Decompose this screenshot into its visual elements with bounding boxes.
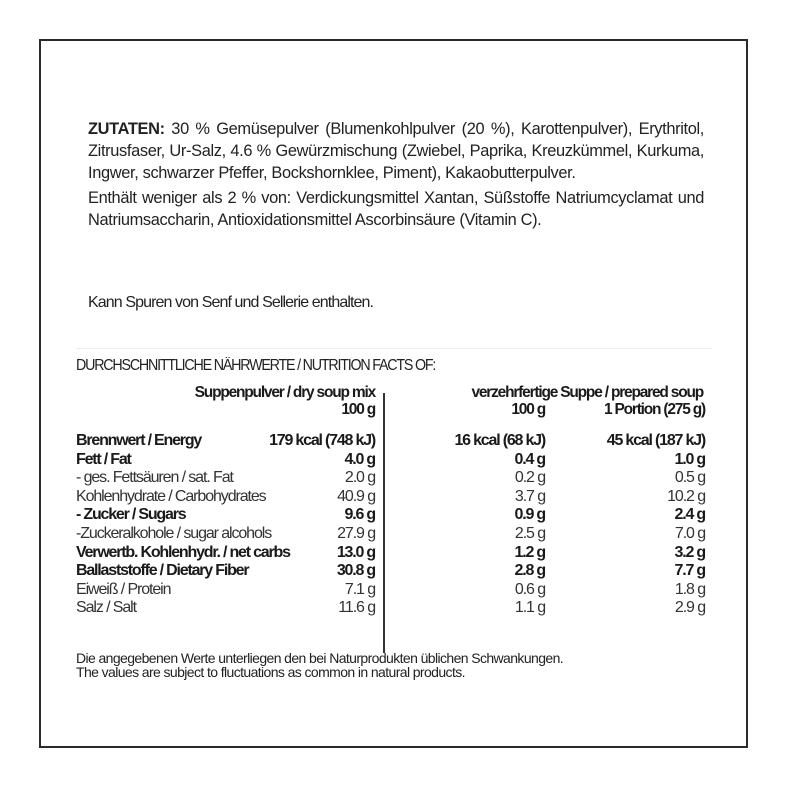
- value-prepared-100g: 1.1 g: [514, 599, 545, 617]
- section-divider: [76, 348, 712, 349]
- value-prepared-100g: 3.7 g: [514, 487, 545, 505]
- value-portion: 2.4 g: [674, 506, 705, 524]
- footnote-german: Die angegebenen Werte unterliegen den bei Naturprodukten üblichen Schwankungen.: [76, 650, 564, 666]
- table-row-carbohydrates: [76, 488, 708, 507]
- col1-subheader: 100 g: [341, 401, 375, 418]
- ingredients-block: [88, 118, 704, 231]
- table-row-fat: [76, 451, 708, 470]
- row-label: Eiweiß / Protein: [76, 580, 171, 598]
- value-prepared-100g: 2.8 g: [514, 562, 545, 580]
- value-prepared-100g: 0.2 g: [514, 469, 545, 487]
- ingredients-label: ZUTATEN:: [88, 120, 165, 138]
- table-row-energy: [76, 432, 708, 451]
- nutrition-title: DURCHSCHNITTLICHE NÄHRWERTE / NUTRITION FACTS OF:: [76, 357, 436, 374]
- value-portion: 10.2 g: [667, 487, 705, 505]
- value-portion: 0.5 g: [674, 469, 705, 487]
- footnote: [76, 651, 563, 679]
- value-dry-100g: 9.6 g: [344, 506, 375, 524]
- value-portion: 45 kcal (187 kJ): [606, 432, 705, 449]
- value-portion: 1.0 g: [674, 450, 705, 468]
- value-dry-100g: 30.8 g: [336, 562, 375, 580]
- nutrition-table: [76, 432, 708, 618]
- value-portion: 7.7 g: [674, 562, 705, 580]
- value-dry-100g: 2.0 g: [344, 469, 375, 487]
- table-row-dietary-fiber: [76, 562, 708, 581]
- ingredients-list: [88, 118, 704, 184]
- row-label: Ballaststoffe / Dietary Fiber: [76, 562, 249, 580]
- value-prepared-100g: 0.4 g: [514, 450, 545, 468]
- value-dry-100g: 179 kcal (748 kJ): [269, 432, 375, 449]
- row-label: - Zucker / Sugars: [76, 506, 186, 524]
- col2-subheader: 100 g: [511, 401, 545, 418]
- value-portion: 3.2 g: [674, 543, 705, 561]
- value-prepared-100g: 0.9 g: [514, 506, 545, 524]
- value-prepared-100g: 1.2 g: [514, 543, 545, 561]
- value-portion: 2.9 g: [674, 599, 705, 617]
- value-portion: 7.0 g: [674, 524, 705, 542]
- table-row-sugar-alcohols: [76, 525, 708, 544]
- value-dry-100g: 7.1 g: [344, 580, 375, 598]
- footnote-english: The values are subject to fluctuations as common in natural products.: [76, 664, 465, 680]
- ingredients-text: 30 % Gemüsepulver (Blumenkohlpulver (20 %), Karottenpulver), Erythritol, Zitrusfaser, Ur-Salz, 4.6 % Gewürzmischung (Zwiebel, Paprika, Kreuzkümmel, Kurkuma, Ingwer, schwarzer Pfeffer, Bockshornklee, Piment), Kakaobutterpulver.: [88, 120, 704, 182]
- value-dry-100g: 27.9 g: [337, 524, 375, 542]
- table-row-protein: [76, 581, 708, 600]
- row-label: Verwertb. Kohlenhydr. / net carbs: [76, 543, 290, 561]
- table-row-net-carbs: [76, 544, 708, 563]
- col3-subheader: 1 Portion (275 g): [603, 401, 705, 418]
- value-dry-100g: 4.0 g: [344, 450, 375, 468]
- col1-header: Suppenpulver / dry soup mix: [194, 384, 375, 401]
- col23-header: verzehrfertige Suppe / prepared soup: [471, 384, 703, 401]
- allergen-notice: Kann Spuren von Senf und Sellerie enthalten.: [88, 294, 374, 311]
- minor-ingredients: Enthält weniger als 2 % von: Verdickungsmittel Xantan, Süßstoffe Natriumcyclamat und Natriumsaccharin, Antioxidationsmittel Ascorbinsäure (Vitamin C).: [88, 189, 704, 229]
- table-row-salt: [76, 599, 708, 618]
- row-label: Kohlenhydrate / Carbohydrates: [76, 487, 266, 505]
- value-dry-100g: 13.0 g: [336, 543, 375, 561]
- value-dry-100g: 11.6 g: [338, 599, 375, 617]
- value-prepared-100g: 16 kcal (68 kJ): [454, 432, 545, 449]
- value-prepared-100g: 2.5 g: [514, 524, 545, 542]
- row-label: Fett / Fat: [76, 450, 131, 468]
- row-label: Brennwert / Energy: [76, 432, 202, 449]
- value-dry-100g: 40.9 g: [337, 487, 375, 505]
- row-label: -Zuckeralkohole / sugar alcohols: [76, 524, 272, 542]
- row-label: Salz / Salt: [76, 599, 136, 617]
- value-prepared-100g: 0.6 g: [514, 580, 545, 598]
- row-label: - ges. Fettsäuren / sat. Fat: [76, 469, 233, 487]
- value-portion: 1.8 g: [674, 580, 705, 598]
- table-row-sugars: [76, 506, 708, 525]
- table-row-saturated-fat: [76, 469, 708, 488]
